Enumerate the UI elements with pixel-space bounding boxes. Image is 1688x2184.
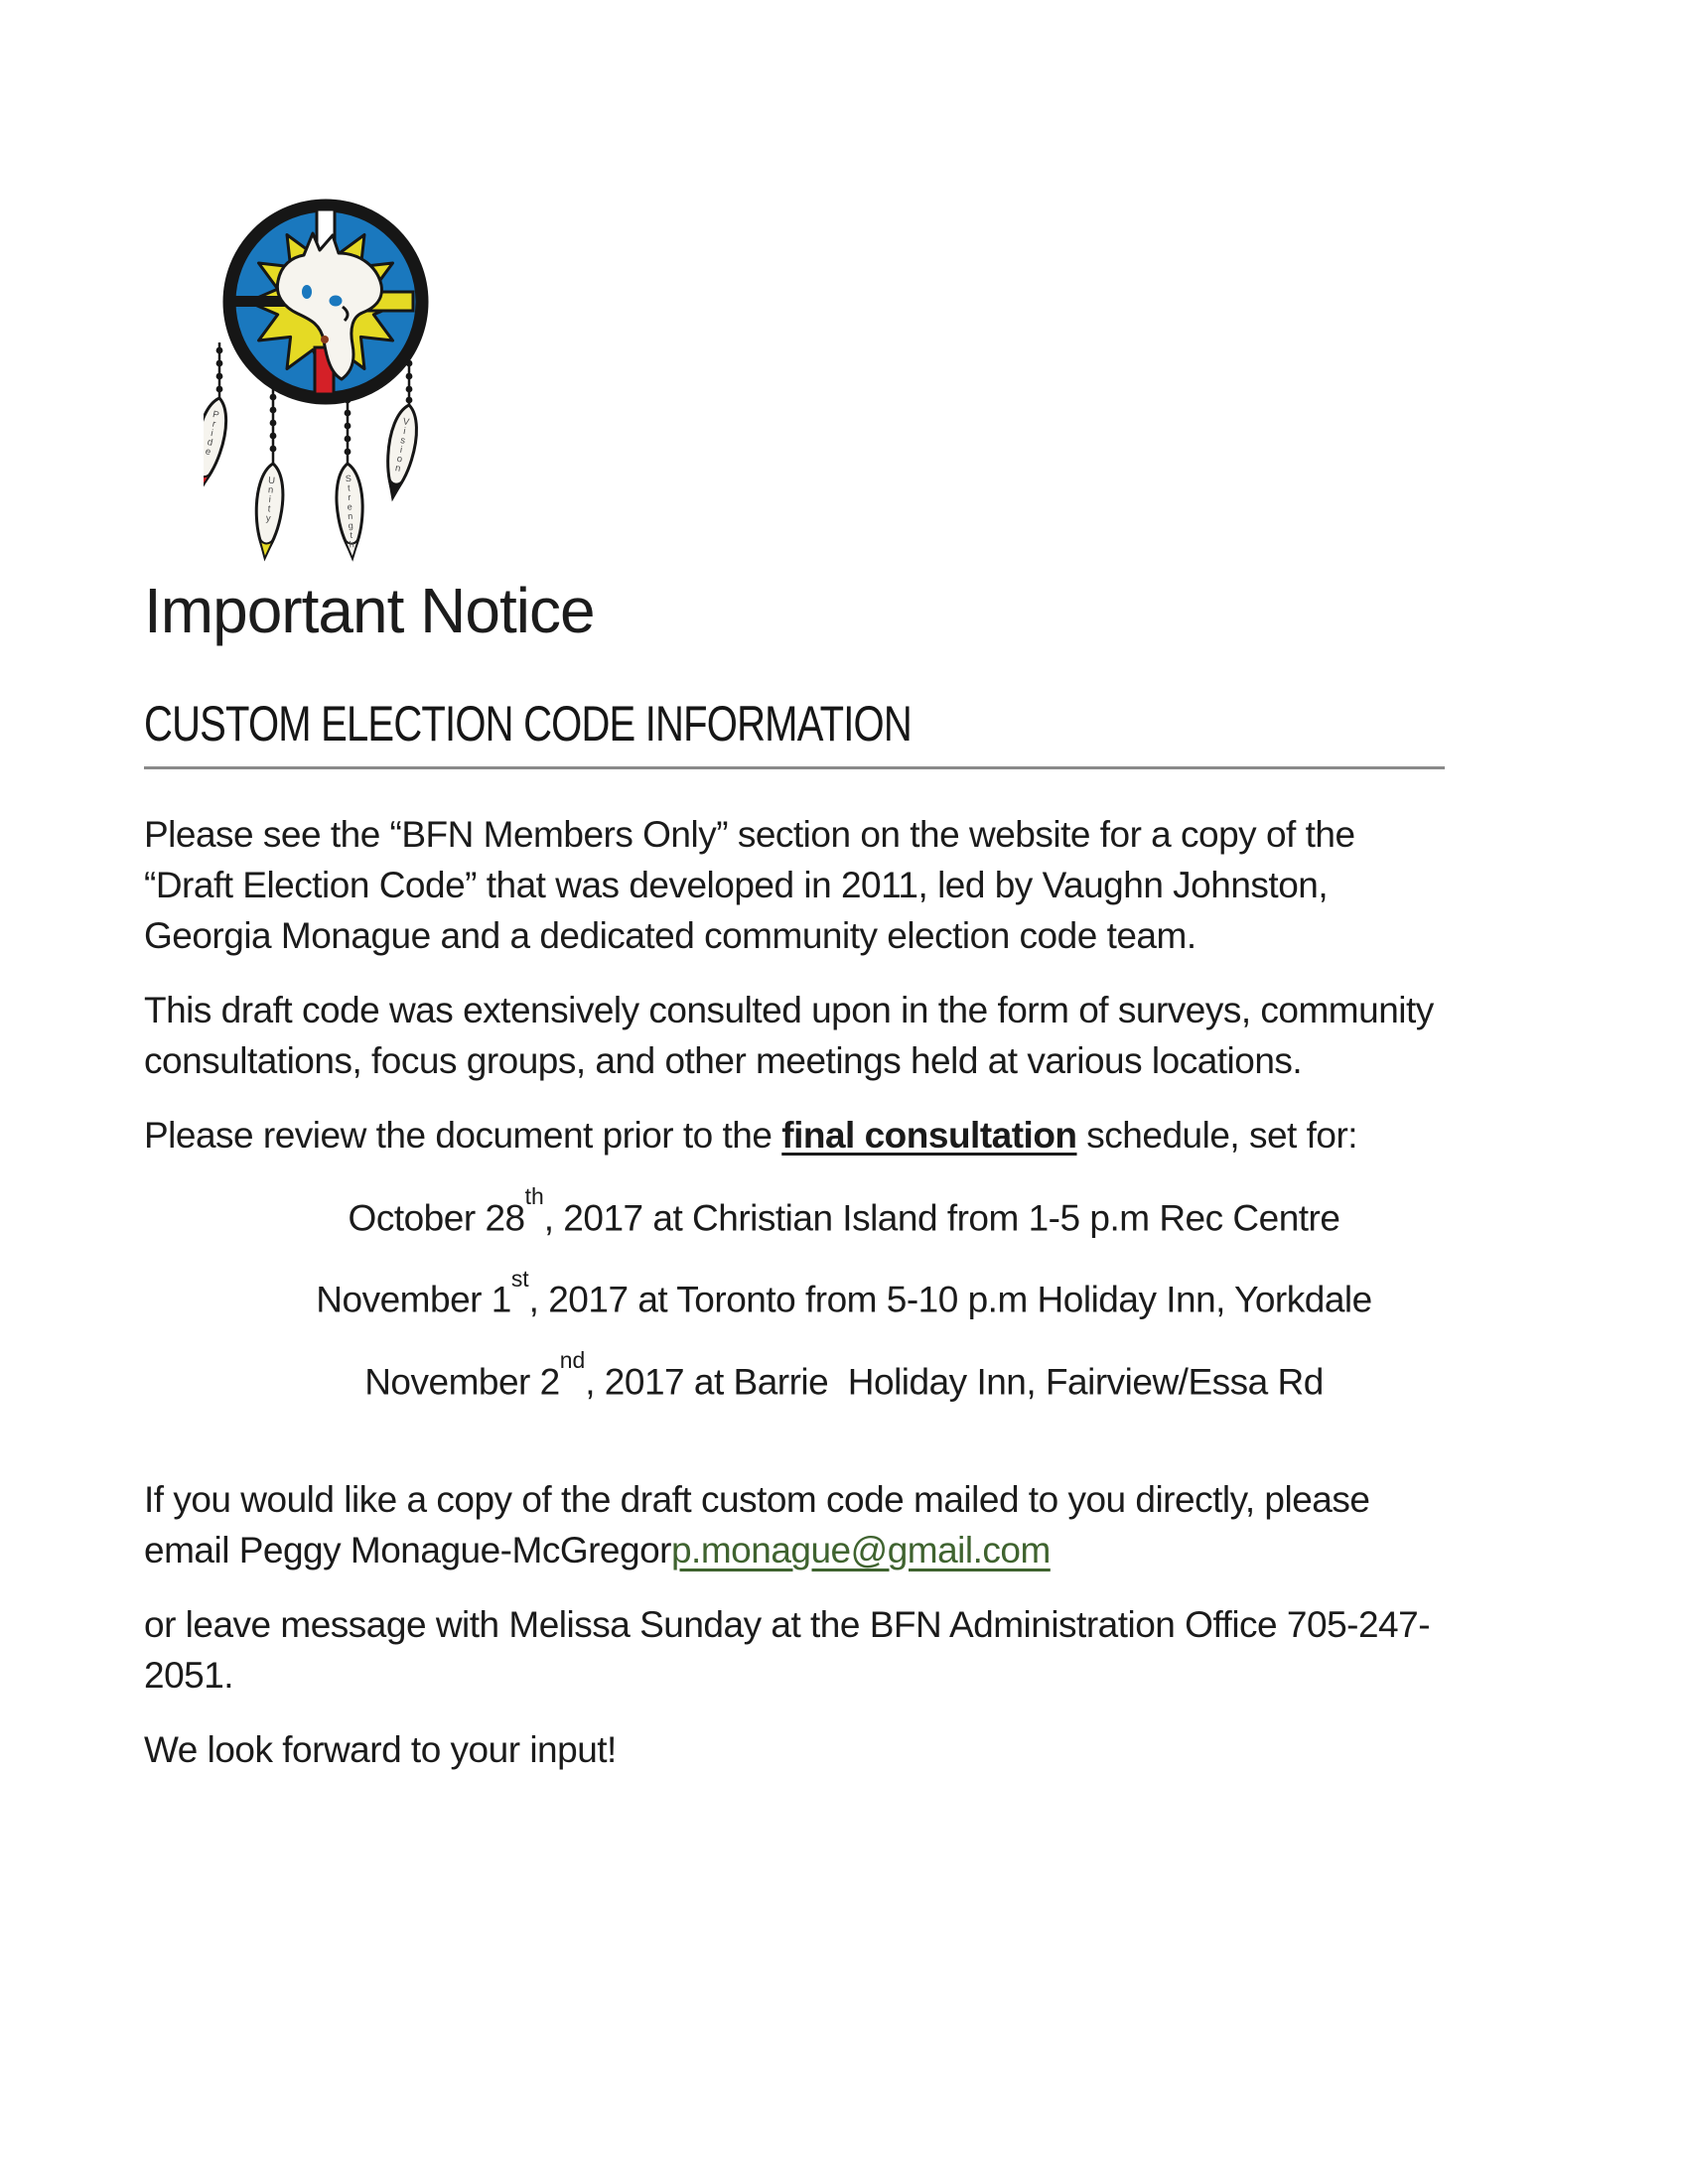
paragraph-mail-request <box>144 1474 1544 1575</box>
text-line: Georgia Monague and a dedicated community election code team. <box>144 915 1196 956</box>
feather-unity <box>252 463 286 560</box>
feather-label: Pride <box>204 409 220 459</box>
medallion <box>229 205 422 398</box>
feather-label: Strength <box>345 473 355 550</box>
review-suffix: schedule, set for: <box>1076 1115 1358 1156</box>
text-line: If you would like a copy of the draft custom code mailed to you directly, please <box>144 1478 1370 1520</box>
ordinal-suffix: nd <box>559 1347 586 1374</box>
section-heading: CUSTOM ELECTION CODE INFORMATION <box>144 696 912 751</box>
date-text: November 1 <box>316 1279 511 1320</box>
paragraph-consultation-history <box>144 985 1544 1086</box>
email-prefix: email Peggy Monague-McGregor <box>144 1529 671 1570</box>
final-consultation-emphasis: final consultation <box>781 1115 1077 1156</box>
email-link[interactable]: p.monague@gmail.com <box>670 1529 1051 1570</box>
text-line: “Draft Election Code” that was developed in 2011, led by Vaughn Johnston, <box>144 865 1329 905</box>
text-line: We look forward to your input! <box>144 1728 617 1770</box>
section-heading-block <box>144 695 1445 769</box>
schedule-item-barrie <box>144 1348 1544 1407</box>
eye-right <box>330 296 343 307</box>
text-line: or leave message with Melissa Sunday at the BFN Administration Office 705-247- <box>144 1603 1431 1645</box>
bfn-logo <box>204 194 432 581</box>
text-line <box>144 1525 1544 1575</box>
text-line: Please see the “BFN Members Only” section on the website for a copy of the <box>144 814 1355 855</box>
paragraph-review-request <box>144 1110 1544 1160</box>
schedule-item-christian-island <box>144 1184 1544 1243</box>
paragraph-closing <box>144 1724 1544 1775</box>
date-text: , 2017 at Toronto from 5-10 p.m Holiday Inn, Yorkdale <box>528 1279 1372 1320</box>
ordinal-suffix: th <box>524 1183 544 1210</box>
feather-label: Vision <box>394 416 411 475</box>
feather-vision <box>380 403 422 501</box>
feather-strength <box>335 463 365 559</box>
text-line: This draft code was extensively consulted upon in the form of surveys, community <box>144 990 1434 1030</box>
document-body <box>144 784 1544 1799</box>
date-text: , 2017 at Christian Island from 1-5 p.m Rec Centre <box>543 1197 1340 1239</box>
page-title: Important Notice <box>144 575 595 646</box>
text-line <box>144 1110 1544 1160</box>
text-line: consultations, focus groups, and other meetings held at various locations. <box>144 1040 1303 1081</box>
text-line: 2051. <box>144 1654 234 1696</box>
ordinal-suffix: st <box>510 1265 529 1292</box>
schedule-item-toronto <box>144 1266 1544 1324</box>
nose-dot <box>321 336 329 343</box>
date-text: October 28 <box>348 1197 525 1239</box>
review-prefix: Please review the document prior to the <box>144 1115 782 1156</box>
paragraph-intro <box>144 809 1544 961</box>
feather-label: Unity <box>265 475 276 524</box>
date-text: , 2017 at Barrie Holiday Inn, Fairview/Essa Rd <box>585 1360 1324 1402</box>
paragraph-phone-contact <box>144 1599 1544 1701</box>
feather-pride <box>204 395 232 493</box>
eye-left <box>302 285 312 299</box>
date-text: November 2 <box>364 1360 560 1402</box>
